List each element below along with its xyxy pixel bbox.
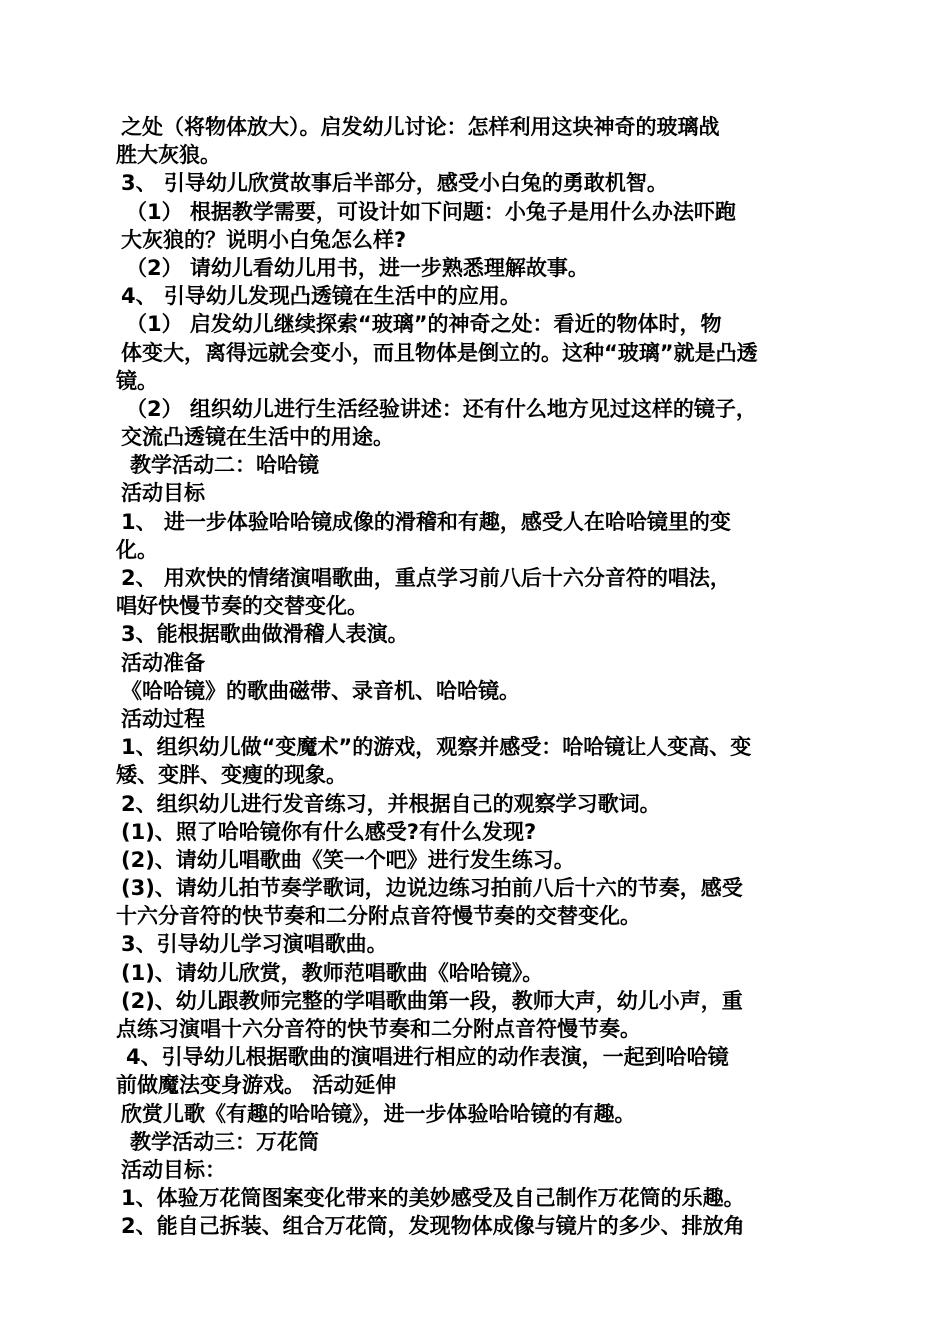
section-heading: 教学活动二：哈哈镜 bbox=[130, 453, 319, 478]
document-body bbox=[116, 113, 836, 1241]
text-line: (3)、请幼儿拍节奏学歌词，边说边练习拍前八后十六的节奏，感受 bbox=[121, 876, 743, 901]
subheading: 活动目标 bbox=[121, 481, 205, 506]
text-line: 唱好快慢节奏的交替变化。 bbox=[116, 594, 368, 619]
text-line: 4、引导幼儿根据歌曲的演唱进行相应的动作表演，一起到哈哈镜 bbox=[126, 1045, 729, 1070]
text-line: 3、能根据歌曲做滑稽人表演。 bbox=[121, 622, 409, 647]
text-line: （2） 请幼儿看幼儿用书，进一步熟悉理解故事。 bbox=[126, 255, 589, 280]
text-line: 十六分音符的快节奏和二分附点音符慢节奏的交替变化。 bbox=[116, 904, 641, 929]
text-line: 4、 引导幼儿发现凸透镜在生活中的应用。 bbox=[121, 284, 521, 309]
text-line: 矮、变胖、变瘦的现象。 bbox=[116, 763, 347, 788]
text-line: 欣赏儿歌《有趣的哈哈镜》，进一步体验哈哈镜的有趣。 bbox=[121, 1101, 636, 1126]
text-line: (2)、请幼儿唱歌曲《笑一个吧》进行发生练习。 bbox=[121, 847, 575, 872]
text-line: 体变大，离得远就会变小，而且物体是倒立的。这种“玻璃”就是凸透 bbox=[121, 340, 758, 365]
text-line: 点练习演唱十六分音符的快节奏和二分附点音符慢节奏。 bbox=[116, 1017, 641, 1041]
subheading: 活动过程 bbox=[121, 706, 205, 731]
text-line: 镜。 bbox=[116, 368, 158, 393]
text-line: 之处（将物体放大）。启发幼儿讨论：怎样利用这块神奇的玻璃战 bbox=[121, 115, 720, 139]
text-line: （1） 启发幼儿继续探索“玻璃”的神奇之处：看近的物体时，物 bbox=[126, 312, 722, 337]
text-line: 大灰狼的？说明小白兔怎么样? bbox=[121, 227, 407, 252]
text-line: （2） 组织幼儿进行生活经验讲述：还有什么地方见过这样的镜子， bbox=[126, 396, 757, 421]
text-line: 前做魔法变身游戏。 活动延伸 bbox=[116, 1073, 397, 1098]
text-line: 2、能自己拆装、组合万花筒，发现物体成像与镜片的多少、排放角 bbox=[121, 1214, 745, 1239]
text-line: 1、体验万花筒图案变化带来的美妙感受及自己制作万花筒的乐趣。 bbox=[121, 1186, 745, 1211]
text-line: (1)、请幼儿欣赏，教师范唱歌曲《哈哈镜》。 bbox=[121, 960, 544, 985]
text-line: 1、 进一步体验哈哈镜成像的滑稽和有趣，感受人在哈哈镜里的变 bbox=[121, 509, 731, 534]
subheading: 活动目标： bbox=[121, 1157, 226, 1182]
text-line: 2、 用欢快的情绪演唱歌曲，重点学习前八后十六分音符的唱法， bbox=[121, 566, 731, 590]
text-line: 3、 引导幼儿欣赏故事后半部分，感受小白兔的勇敢机智。 bbox=[121, 171, 668, 196]
text-line: 1、组织幼儿做“变魔术”的游戏，观察并感受：哈哈镜让人变高、变 bbox=[121, 735, 752, 760]
text-line: 3、引导幼儿学习演唱歌曲。 bbox=[121, 932, 388, 957]
text-line: 交流凸透镜在生活中的用途。 bbox=[121, 425, 394, 450]
text-line: 2、组织幼儿进行发音练习，并根据自己的观察学习歌词。 bbox=[121, 791, 661, 816]
text-line: 化。 bbox=[116, 537, 158, 562]
text-line: (2)、幼儿跟教师完整的学唱歌曲第一段，教师大声，幼儿小声，重 bbox=[121, 988, 743, 1013]
text-line: 胜大灰狼。 bbox=[116, 143, 221, 168]
text-line: （1） 根据教学需要，可设计如下问题：小兔子是用什么办法吓跑 bbox=[126, 199, 736, 224]
text-line: (1)、照了哈哈镜你有什么感受?有什么发现? bbox=[121, 819, 537, 844]
subheading: 活动准备 bbox=[121, 650, 205, 675]
section-heading: 教学活动三：万花筒 bbox=[130, 1129, 319, 1154]
text-line: 《哈哈镜》的歌曲磁带、录音机、哈哈镜。 bbox=[121, 678, 520, 703]
